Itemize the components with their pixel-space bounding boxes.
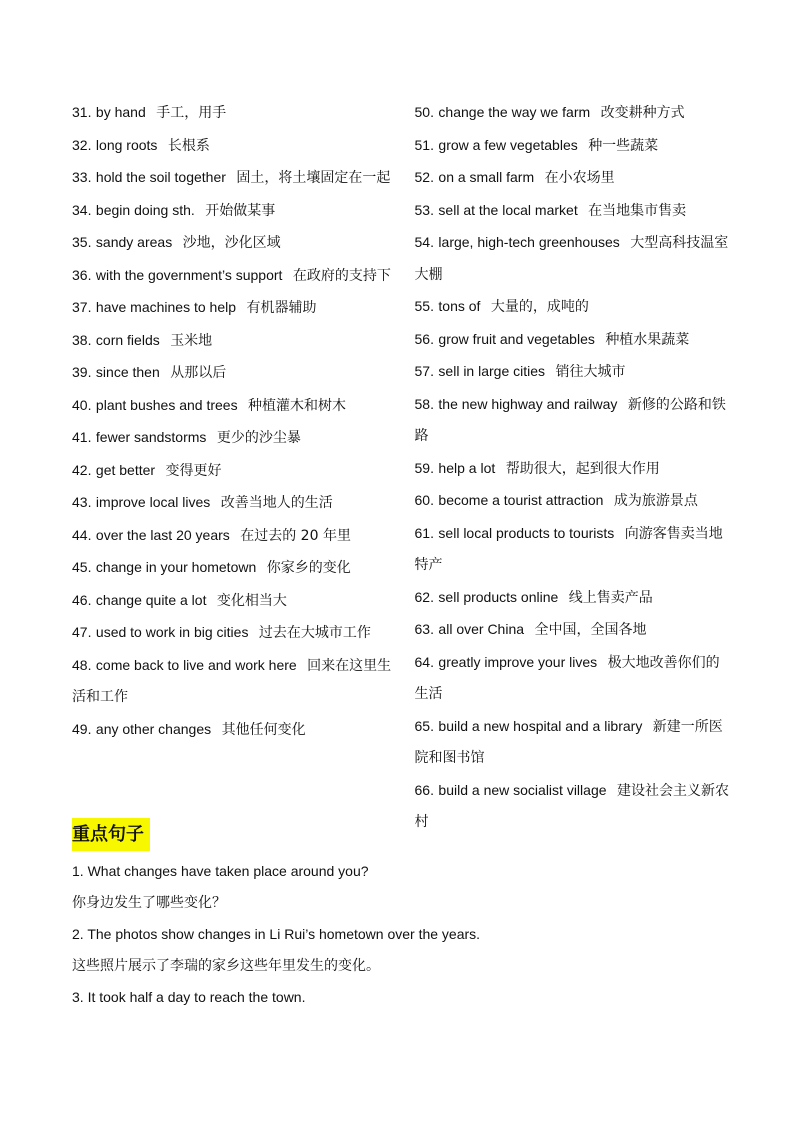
vocab-chinese: 长根系: [167, 137, 210, 154]
vocab-item: [415, 453, 733, 486]
vocab-chinese: 大型高科技温室大棚: [414, 235, 729, 283]
vocab-number: 61.: [414, 524, 434, 541]
vocab-chinese: 全中国，全国各地: [534, 622, 647, 638]
vocab-item: [415, 227, 733, 291]
vocab-item: [72, 227, 392, 260]
vocabulary-right-column: [415, 97, 733, 839]
vocab-english: since then: [95, 364, 160, 380]
vocab-number: 66.: [414, 781, 434, 798]
vocab-english: change in your hometown: [95, 559, 257, 575]
vocab-chinese: 成为旅游景点: [613, 493, 698, 509]
vocab-chinese: 向游客售卖当地特产: [414, 525, 723, 573]
vocab-number: 46.: [72, 591, 92, 608]
vocab-item: [72, 292, 392, 325]
vocabulary-columns: [72, 97, 732, 839]
vocab-chinese: 新建一所医院和图书馆: [414, 718, 723, 766]
vocab-english: the new highway and railway: [438, 395, 618, 412]
vocab-english: have machines to help: [95, 299, 237, 315]
vocab-english: get better: [95, 461, 156, 478]
vocab-item: [415, 614, 733, 647]
vocab-english: any other changes: [95, 720, 212, 737]
vocab-number: 49.: [72, 720, 92, 737]
vocab-number: 51.: [414, 136, 434, 153]
vocab-english: with the government’s support: [95, 266, 283, 283]
vocab-chinese: 回来在这里生活和工作: [72, 657, 392, 705]
vocab-item: [415, 291, 733, 324]
vocab-english: greatly improve your lives: [438, 653, 598, 670]
vocab-english: begin doing sth.: [95, 201, 195, 218]
vocab-chinese: 改变耕种方式: [600, 105, 685, 121]
vocab-number: 32.: [72, 136, 92, 153]
vocab-english: build a new socialist village: [438, 781, 607, 798]
vocab-number: 39.: [72, 364, 92, 380]
vocab-english: change quite a lot: [95, 591, 207, 608]
vocab-item: [415, 582, 733, 615]
sentence-english: 1. What changes have taken place around you?: [72, 863, 369, 879]
vocab-item: [72, 552, 392, 585]
vocab-number: 53.: [414, 201, 434, 218]
vocab-item: [415, 324, 733, 357]
vocab-item: [415, 647, 733, 711]
vocab-chinese: 固土，将土壤固定在一起: [236, 170, 391, 186]
vocab-english: used to work in big cities: [95, 624, 249, 640]
vocab-number: 47.: [72, 624, 92, 640]
sentence-chinese: 你身边发生了哪些变化？: [72, 894, 226, 911]
vocab-item: [415, 356, 733, 389]
vocab-number: 52.: [414, 169, 434, 185]
vocab-english: improve local lives: [95, 494, 211, 510]
vocab-item: [72, 650, 392, 714]
vocab-number: 64.: [414, 653, 434, 670]
vocab-item: [72, 422, 392, 455]
vocab-chinese: 种植水果蔬菜: [605, 331, 690, 348]
vocab-english: hold the soil together: [95, 169, 226, 185]
vocab-english: grow fruit and vegetables: [438, 330, 595, 347]
vocab-number: 65.: [414, 717, 434, 734]
vocab-english: change the way we farm: [438, 104, 591, 120]
vocab-item: [415, 389, 733, 453]
vocab-english: by hand: [95, 104, 146, 120]
vocab-number: 31.: [72, 104, 92, 120]
vocab-chinese: 开始做某事: [205, 202, 276, 219]
vocab-chinese: 新修的公路和铁路: [414, 396, 726, 444]
vocab-item: [415, 485, 733, 518]
vocab-english: sell at the local market: [438, 201, 578, 218]
vocab-chinese: 种植灌木和树木: [248, 397, 347, 414]
vocab-number: 59.: [414, 459, 434, 476]
vocab-english: come back to live and work here: [95, 656, 297, 673]
vocab-number: 35.: [72, 234, 92, 250]
vocab-item: [415, 162, 733, 195]
vocab-item: [72, 585, 392, 618]
vocab-item: [72, 325, 392, 358]
vocab-chinese: 有机器辅助: [246, 300, 317, 316]
vocab-english: sell in large cities: [438, 363, 546, 379]
vocab-item: [72, 617, 392, 650]
vocab-item: [72, 357, 392, 390]
vocab-english: grow a few vegetables: [438, 136, 578, 153]
vocab-item: [72, 260, 392, 293]
vocab-english: help a lot: [438, 459, 496, 476]
vocab-number: 40.: [72, 396, 92, 413]
vocab-item: [415, 711, 733, 775]
vocab-number: 57.: [414, 363, 434, 379]
vocab-english: over the last 20 years: [95, 526, 230, 543]
vocab-english: become a tourist attraction: [438, 492, 604, 508]
vocab-number: 50.: [414, 104, 434, 120]
vocab-chinese: 帮助很大，起到很大作用: [505, 460, 660, 477]
vocab-chinese: 手工，用手: [156, 105, 227, 121]
vocab-item: [415, 130, 733, 163]
vocab-chinese: 在小农场里: [544, 170, 615, 186]
vocab-chinese: 在过去的 20 年里: [240, 527, 351, 544]
vocab-english: sell local products to tourists: [438, 524, 615, 541]
vocab-number: 62.: [414, 588, 434, 605]
vocab-chinese: 改善当地人的生活: [220, 495, 333, 511]
vocab-item: [415, 97, 733, 130]
vocab-chinese: 线上售卖产品: [568, 589, 653, 606]
vocab-number: 63.: [414, 621, 434, 637]
vocab-english: large, high-tech greenhouses: [438, 234, 620, 250]
vocab-chinese: 沙地，沙化区域: [182, 235, 281, 251]
vocab-english: long roots: [95, 136, 158, 153]
vocab-english: build a new hospital and a library: [438, 717, 643, 734]
vocab-number: 54.: [414, 234, 434, 250]
vocab-number: 58.: [414, 395, 434, 412]
vocab-chinese: 过去在大城市工作: [258, 625, 371, 641]
vocab-number: 33.: [72, 169, 92, 185]
vocab-chinese: 变得更好: [165, 462, 222, 479]
section-heading: 重点句子: [72, 818, 150, 851]
vocab-chinese: 从那以后: [170, 365, 227, 381]
vocab-number: 38.: [72, 331, 92, 348]
vocab-number: 45.: [72, 559, 92, 575]
vocab-chinese: 种一些蔬菜: [588, 137, 659, 154]
vocab-english: on a small farm: [438, 169, 535, 185]
vocab-item: [72, 162, 392, 195]
vocab-english: all over China: [438, 621, 525, 637]
vocab-english: fewer sandstorms: [95, 429, 207, 445]
vocabulary-left-column: [72, 97, 392, 839]
vocab-number: 44.: [72, 526, 92, 543]
vocab-item: [72, 130, 392, 163]
vocab-item: [415, 775, 733, 839]
vocab-chinese: 其他任何变化: [221, 721, 306, 738]
vocab-english: plant bushes and trees: [95, 396, 238, 413]
vocab-number: 41.: [72, 429, 92, 445]
vocab-chinese: 极大地改善你们的生活: [414, 654, 720, 702]
vocab-item: [72, 487, 392, 520]
key-sentences: [72, 856, 732, 1014]
sentence-english: 2. The photos show changes in Li Rui’s hometown over the years.: [72, 926, 481, 942]
vocab-chinese: 更少的沙尘暴: [216, 430, 301, 446]
vocab-item: [72, 455, 392, 488]
vocab-number: 36.: [72, 266, 92, 283]
vocab-chinese: 建设社会主义新农村: [414, 782, 729, 830]
vocab-chinese: 在当地集市售卖: [588, 202, 687, 219]
vocab-chinese: 变化相当大: [216, 592, 287, 609]
vocab-english: sell products online: [438, 588, 559, 605]
vocab-item: [72, 195, 392, 228]
vocab-item: [72, 714, 392, 747]
vocab-number: 37.: [72, 299, 92, 315]
vocab-number: 34.: [72, 201, 92, 218]
vocab-item: [72, 390, 392, 423]
sentence-chinese: 这些照片展示了李瑞的家乡这些年里发生的变化。: [72, 957, 380, 974]
sentence-english: 3. It took half a day to reach the town.: [72, 989, 306, 1005]
vocab-number: 48.: [72, 656, 92, 673]
vocab-number: 42.: [72, 461, 92, 478]
vocab-item: [415, 195, 733, 228]
vocab-english: corn fields: [95, 331, 160, 348]
vocab-chinese: 在政府的支持下: [292, 267, 391, 284]
vocab-number: 60.: [414, 492, 434, 508]
vocab-number: 56.: [414, 330, 434, 347]
vocab-item: [72, 97, 392, 130]
vocab-english: sandy areas: [95, 234, 173, 250]
vocab-chinese: 玉米地: [170, 332, 213, 349]
vocab-chinese: 销往大城市: [555, 364, 626, 380]
vocab-number: 43.: [72, 494, 92, 510]
vocab-item: [415, 518, 733, 582]
vocab-english: tons of: [438, 298, 481, 314]
vocab-chinese: 你家乡的变化: [266, 560, 351, 576]
vocab-chinese: 大量的，成吨的: [490, 299, 589, 315]
vocab-number: 55.: [414, 298, 434, 314]
vocab-item: [72, 520, 392, 553]
